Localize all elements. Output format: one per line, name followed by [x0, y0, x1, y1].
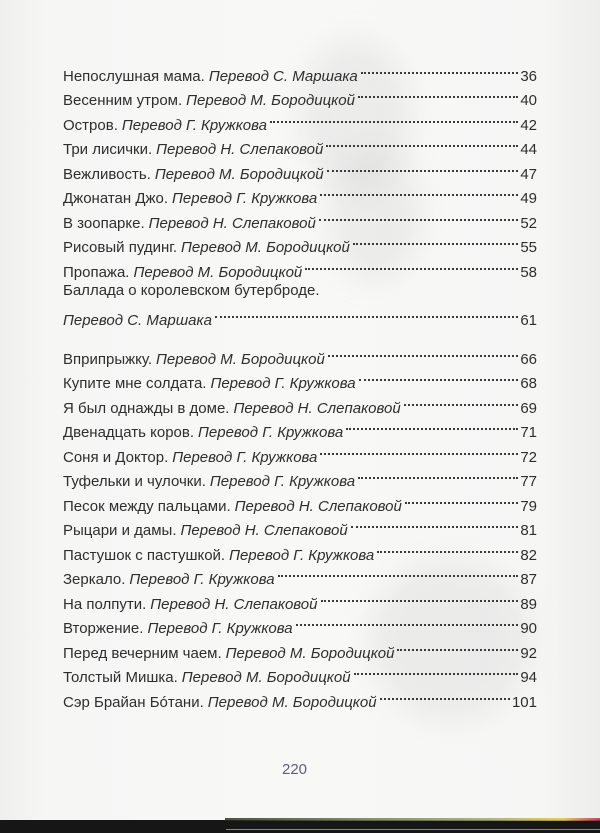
entry-title: Три лисички. — [63, 141, 153, 158]
entry-translator: Перевод Н. Слепаковой — [233, 399, 401, 417]
dot-leader — [328, 339, 518, 364]
dot-leader — [215, 301, 518, 326]
entry-title: Вежливость. — [63, 165, 151, 183]
entry-translator: Перевод Г. Кружкова — [198, 424, 344, 441]
toc-entry[interactable] — [63, 280, 537, 329]
entry-translator: Перевод М. Бородицкой — [156, 350, 325, 368]
scan-bottom-edge — [0, 820, 600, 833]
dot-leader — [359, 364, 519, 389]
edge-rule — [226, 829, 600, 830]
toc-entry[interactable] — [63, 56, 537, 85]
entry-title: Купите мне солдата. — [63, 375, 207, 392]
entry-title: Вторжение. — [63, 620, 144, 637]
entry-title: В зоопарке. — [63, 214, 145, 232]
dot-leader — [361, 56, 519, 81]
dot-leader — [405, 486, 518, 511]
entry-translator: Перевод Н. Слепаковой — [180, 522, 348, 539]
entry-translator: Перевод Г. Кружкова — [229, 546, 375, 564]
entry-translator: Перевод М. Бородицкой — [133, 263, 303, 281]
page-number: 220 — [282, 761, 308, 778]
dot-leader — [320, 437, 518, 462]
entry-title: Весенним утром. — [63, 92, 183, 109]
entry-page-number: 36 — [520, 67, 537, 85]
entry-title: Туфельки и чулочки. — [63, 473, 206, 490]
dot-leader — [397, 633, 518, 658]
entry-title: Вприпрыжку. — [63, 350, 153, 368]
entry-translator: Перевод Г. Кружкова — [172, 190, 318, 207]
entry-title: Непослушная мама. — [63, 67, 205, 85]
entry-title: Толстый Мишка. — [63, 669, 178, 686]
entry-title: Двенадцать коров. — [63, 424, 195, 441]
entry-title: Баллада о королевском бутерброде. — [63, 281, 320, 299]
dot-leader — [270, 105, 518, 130]
entry-page-number: 92 — [520, 644, 537, 662]
dot-leader — [296, 609, 519, 634]
entry-title: Я был однажды в доме. — [63, 399, 230, 417]
entry-title: Сэр Брайан Бóтани. — [63, 693, 204, 711]
dot-leader — [358, 81, 518, 106]
dot-leader — [380, 682, 510, 707]
dot-leader — [321, 584, 519, 609]
entry-page-number: 55 — [520, 239, 537, 256]
entry-page-number: 87 — [520, 571, 537, 588]
entry-translator: Перевод Н. Слепаковой — [150, 595, 318, 613]
dot-leader — [351, 511, 519, 536]
entry-page-number: 52 — [520, 214, 537, 232]
entry-translator: Перевод Г. Кружкова — [121, 116, 267, 134]
entry-title: Пропажа. — [63, 263, 130, 281]
entry-translator: Перевод Г. Кружкова — [129, 571, 275, 588]
entry-title: Зеркало. — [63, 571, 126, 588]
entry-page-number: 68 — [520, 375, 537, 392]
entry-translator: Перевод Г. Кружкова — [209, 473, 356, 490]
entry-page-number: 72 — [520, 448, 537, 466]
dot-leader — [320, 179, 518, 204]
entry-title: Песок между пальцами. — [63, 497, 231, 515]
entry-title: Остров. — [63, 116, 118, 134]
toc-entry[interactable] — [63, 339, 537, 368]
entry-translator: Перевод Н. Слепаковой — [148, 214, 316, 232]
entry-page-number: 69 — [520, 399, 537, 417]
entry-title: Рисовый пудинг. — [63, 239, 178, 256]
entry-title: Пастушок с пастушкой. — [63, 546, 226, 564]
entry-translator: Перевод М. Бородицкой — [207, 693, 377, 711]
facing-page-edge — [225, 818, 600, 821]
dot-leader — [326, 130, 518, 155]
entry-page-number: 82 — [520, 546, 537, 564]
entry-page-number: 49 — [520, 190, 537, 207]
entry-title: Джонатан Джо. — [63, 190, 169, 207]
entry-page-number: 40 — [520, 92, 537, 109]
dot-leader — [353, 228, 518, 253]
entry-translator: Перевод М. Бородицкой — [225, 644, 395, 662]
entry-translator: Перевод М. Бородицкой — [181, 669, 351, 686]
table-of-contents — [63, 56, 537, 711]
entry-page-number: 90 — [520, 620, 537, 637]
entry-page-number: 101 — [511, 693, 537, 711]
entry-title: Рыцари и дамы. — [63, 522, 177, 539]
dot-leader — [354, 658, 519, 683]
entry-title: Перед вечерним чаем. — [63, 644, 222, 662]
entry-translator: Перевод Г. Кружкова — [210, 375, 356, 392]
entry-page-number: 44 — [520, 141, 537, 158]
entry-page-number: 58 — [520, 263, 537, 281]
entry-translator: Перевод Н. Слепаковой — [156, 141, 324, 158]
entry-title: На полпути. — [63, 595, 147, 613]
entry-translator: Перевод М. Бородицкой — [181, 239, 350, 256]
entry-translator: Перевод Г. Кружкова — [172, 448, 318, 466]
entry-translator: Перевод Г. Кружкова — [147, 620, 293, 637]
dot-leader — [278, 560, 519, 585]
entry-page-number: 81 — [520, 522, 537, 539]
entry-page-number: 61 — [520, 312, 537, 329]
dot-leader — [377, 535, 518, 560]
entry-translator: Перевод С. Маршака — [63, 312, 212, 329]
entry-page-number: 47 — [520, 165, 537, 183]
dot-leader — [327, 154, 519, 179]
entry-page-number: 66 — [520, 350, 537, 368]
dot-leader — [358, 462, 518, 487]
entry-translator: Перевод Н. Слепаковой — [234, 497, 402, 515]
entry-page-number: 89 — [520, 595, 537, 613]
entry-translator: Перевод С. Маршака — [208, 67, 358, 85]
entry-translator: Перевод М. Бородицкой — [154, 165, 324, 183]
dot-leader — [319, 203, 518, 228]
entry-page-number: 42 — [520, 116, 537, 134]
entry-page-number: 71 — [520, 424, 537, 441]
dot-leader — [346, 413, 518, 438]
entry-page-number: 77 — [520, 473, 537, 490]
entry-page-number: 94 — [520, 669, 537, 686]
entry-title: Соня и Доктор. — [63, 448, 169, 466]
entry-translator: Перевод М. Бородицкой — [186, 92, 355, 109]
dot-leader — [305, 252, 518, 277]
entry-page-number: 79 — [520, 497, 537, 515]
dot-leader — [404, 388, 519, 413]
